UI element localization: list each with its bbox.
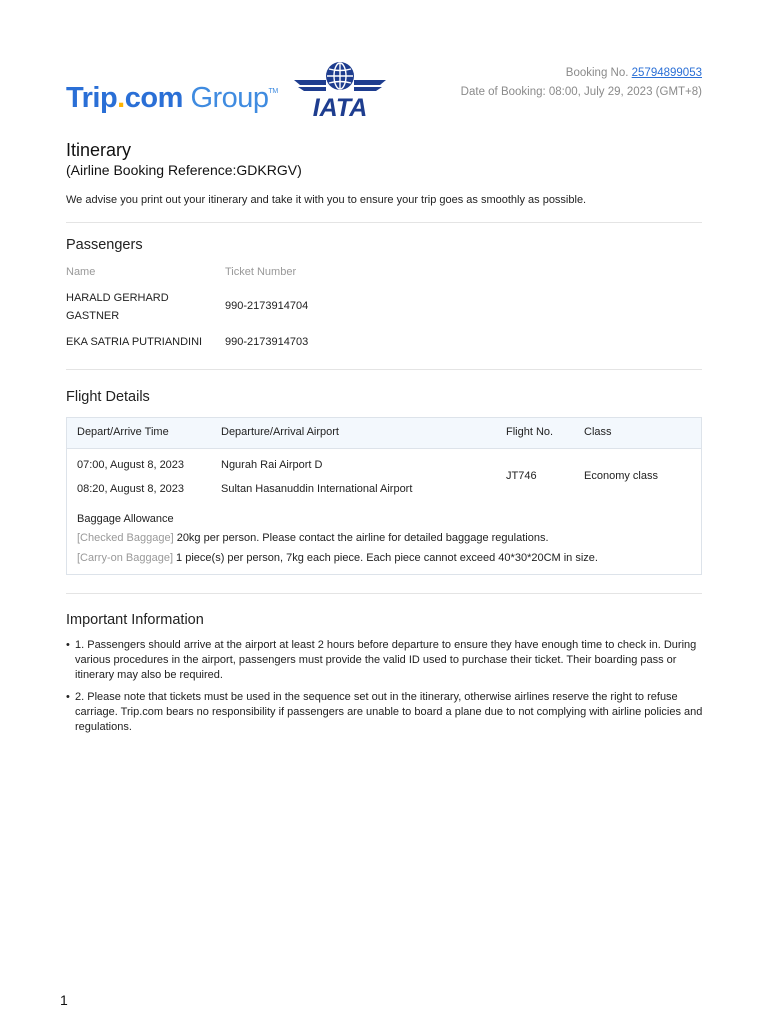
- checked-baggage-label: [Checked Baggage]: [77, 532, 174, 544]
- bullet: •: [66, 691, 70, 703]
- passengers-heading: Passengers: [66, 237, 143, 253]
- logo-trip-text: Trip: [66, 82, 118, 114]
- information-item: [66, 690, 706, 735]
- date-of-booking: Date of Booking: 08:00, July 29, 2023 (GMT+8): [460, 86, 702, 98]
- departure-time: 07:00, August 8, 2023: [77, 459, 185, 471]
- passenger-name: EKA SATRIA PUTRIANDINI: [66, 336, 203, 348]
- trip-com-group-logo: [66, 82, 278, 115]
- important-information-heading: Important Information: [66, 612, 204, 628]
- carry-on-baggage-text: 1 piece(s) per person, 7kg each piece. Each piece cannot exceed 40*30*20CM in size.: [173, 552, 598, 564]
- flight-table-header: [67, 418, 701, 449]
- departure-airport: Ngurah Rai Airport D: [221, 459, 323, 471]
- logo-dot: .: [117, 82, 125, 114]
- information-text: 1. Passengers should arrive at the airport at least 2 hours before departure to ensure they have enough time to check in. During various procedures in the airport, passengers must provide the valid ID used to purchase their ticket. Their boarding pass or itinerary may also be required.: [75, 639, 697, 681]
- logo-com-text: com: [124, 82, 183, 114]
- flight-number-column-header: Flight No.: [506, 426, 554, 438]
- carry-on-baggage-info: [77, 549, 598, 567]
- airport-column-header: Departure/Arrival Airport: [221, 426, 339, 438]
- arrival-airport: Sultan Hasanuddin International Airport: [221, 483, 413, 495]
- depart-arrive-time-column-header: Depart/Arrive Time: [77, 426, 169, 438]
- booking-number-link[interactable]: 25794899053: [631, 67, 702, 79]
- travel-class: Economy class: [584, 470, 658, 482]
- bullet: •: [66, 639, 70, 651]
- class-column-header: Class: [584, 426, 612, 438]
- divider: [66, 369, 702, 370]
- flight-details-heading: Flight Details: [66, 389, 150, 405]
- divider: [66, 222, 702, 223]
- checked-baggage-text: 20kg per person. Please contact the airline for detailed baggage regulations.: [173, 532, 549, 544]
- baggage-allowance-heading: Baggage Allowance: [77, 513, 174, 525]
- iata-logo-text: IATA: [312, 94, 368, 120]
- carry-on-baggage-label: [Carry-on Baggage]: [77, 552, 173, 564]
- divider: [66, 593, 702, 594]
- page-title: Itinerary: [66, 140, 132, 160]
- booking-number-label: Booking No.: [565, 67, 629, 79]
- flight-details-table: [66, 417, 702, 575]
- airline-booking-reference: (Airline Booking Reference:GDKRGV): [66, 162, 302, 178]
- booking-number-line: [461, 64, 702, 83]
- logo-group-text: Group: [190, 82, 269, 114]
- flight-number: JT746: [506, 470, 537, 482]
- passenger-name-column-header: Name: [66, 266, 96, 278]
- logo-trademark: TM: [268, 88, 278, 95]
- passenger-name-line: GASTNER: [66, 310, 120, 322]
- information-text: 2. Please note that tickets must be used in the sequence set out in the itinerary, otherwise airlines reserve the right to refuse carriage. Trip.com bears no responsibility if passengers are unable to board a plane due to not complying with airline policies and regulations.: [75, 691, 703, 733]
- ticket-number: 990-2173914703: [225, 336, 309, 348]
- information-item: [66, 638, 706, 683]
- checked-baggage-info: [77, 529, 549, 547]
- page-number: 1: [60, 992, 68, 1008]
- passenger-name-line: HARALD GERHARD: [66, 292, 169, 304]
- globe-wings-icon: [292, 60, 388, 120]
- iata-logo: [292, 60, 388, 120]
- advice-text: We advise you print out your itinerary and take it with you to ensure your trip goes as smoothly as possible.: [66, 194, 587, 206]
- ticket-number-column-header: Ticket Number: [225, 266, 297, 278]
- ticket-number: 990-2173914704: [225, 300, 309, 312]
- booking-info: [461, 64, 702, 102]
- arrival-time: 08:20, August 8, 2023: [77, 483, 185, 495]
- passenger-name: [66, 289, 169, 325]
